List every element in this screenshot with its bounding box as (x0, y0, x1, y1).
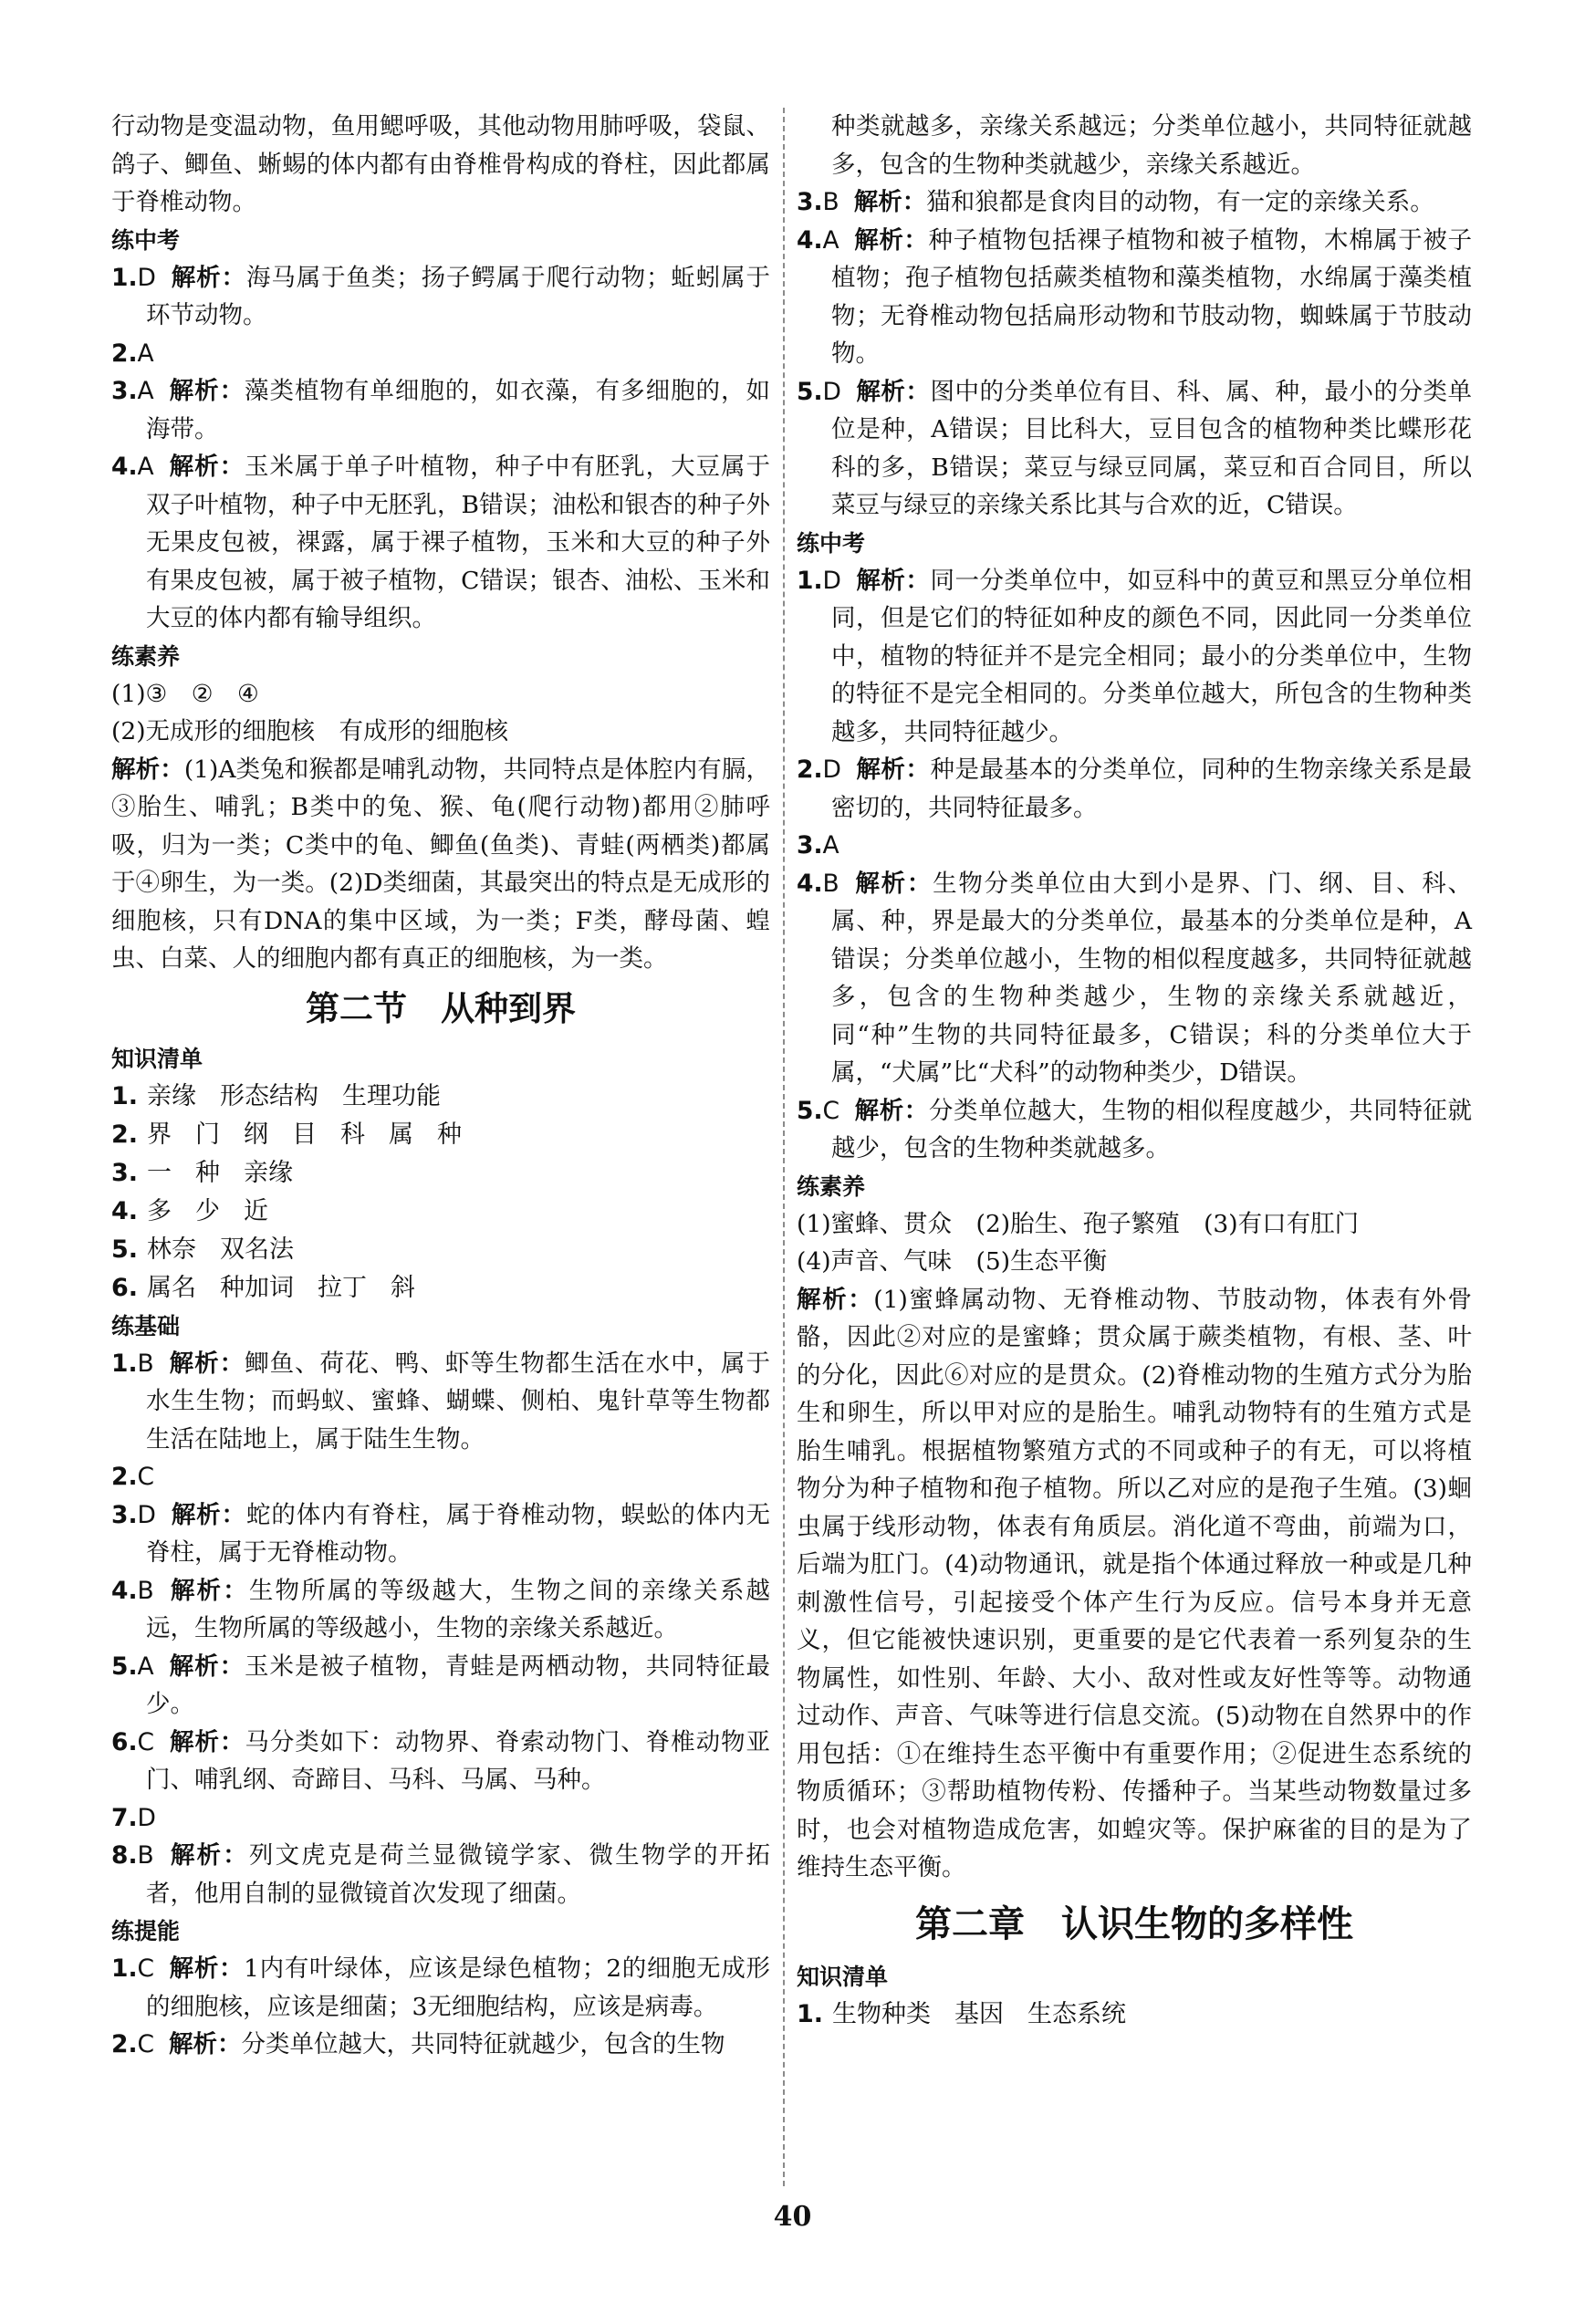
zhongkao-answers (111, 259, 770, 638)
answer-item: 2.D 解析：种是最基本的分类单位，同种的生物亲缘关系是最密切的，共同特征最多。 (797, 756, 1473, 822)
answer-item: 8.B 解析：列文虎克是荷兰显微镜学家、微生物学的开拓者，他用自制的显微镜首次发现了细菌。 (111, 1841, 771, 1908)
knowledge-item: 4. 多 少 近 (111, 1196, 269, 1225)
suyang-explanation: 解析：(1)A类兔和猴都是哺乳动物，共同特点是体腔内有膈，③胎生、哺乳；B类中的兔、猴、龟(爬行动物)都用②肺呼吸，归为一类；C类中的龟、鲫鱼(鱼类)、青蛙(两栖类)都属于④卵生，为一类。(2)D类细菌，其最突出的特点是无成形的细胞核，只有DNA的集中区域，为一类；F类，酵母菌、蝗虫、白菜、人的细胞内都有真正的细胞核，为一类。 (111, 755, 770, 973)
zhongkao-answers (797, 562, 1472, 1168)
answer-item: 6.C 解析：马分类如下：动物界、脊索动物门、脊椎动物亚门、哺乳纲、奇蹄目、马科、马属、马种。 (111, 1727, 770, 1794)
suyang-answer-1: (1)蜜蜂、贯众 (2)胎生、孢子繁殖 (3)有口有肛门 (797, 1209, 1360, 1238)
jichu-answers (111, 1345, 770, 1913)
answer-item: 3.A 解析：藻类植物有单细胞的，如衣藻，有多细胞的，如海带。 (111, 377, 770, 443)
knowledge-item: 1. 生物种类 基因 生态系统 (797, 1999, 1127, 2028)
knowledge-item: 2. 界 门 纲 目 科 属 种 (111, 1120, 463, 1149)
answer-item: 7.D (111, 1803, 156, 1832)
answer-item: 1.D 解析：海马属于鱼类；扬子鳄属于爬行动物；蚯蚓属于环节动物。 (111, 263, 771, 329)
tineng-answers-continued (797, 183, 1472, 525)
answer-item: 5.A 解析：玉米是被子植物，青蛙是两栖动物，共同特征最少。 (111, 1652, 770, 1718)
heading-zhishi: 知识清单 (111, 1045, 203, 1072)
knowledge-item: 1. 亲缘 形态结构 生理功能 (111, 1081, 442, 1110)
answer-item: 1.D 解析：同一分类单位中，如豆科中的黄豆和黑豆分单位相同，但是它们的特征如种皮的颜色不同，因此同一分类单位中，植物的特征并不是完全相同；最小的分类单位中，生物的特征不是完全相同的。分类单位越大，所包含的生物种类越多，共同特征越少。 (797, 566, 1473, 746)
suyang-answer-2: (2)无成形的细胞核 有成形的细胞核 (111, 717, 509, 745)
answer-item: 3.D 解析：蛇的体内有脊柱，属于脊椎动物，蜈蚣的体内无脊柱，属于无脊椎动物。 (111, 1500, 771, 1567)
chapter-title: 第二章 认识生物的多样性 (915, 1902, 1353, 1945)
answer-item: 1.C 解析：1内有叶绿体，应该是绿色植物；2的细胞无成形的细胞核，应该是细菌；3无细胞结构，应该是病毒。 (111, 1954, 770, 2021)
column-divider (783, 108, 785, 2186)
page-number: 40 (773, 2201, 812, 2233)
continued-paragraph: 行动物是变温动物，鱼用鳃呼吸，其他动物用肺呼吸，袋鼠、鸽子、鲫鱼、蜥蜴的体内都有由脊椎骨构成的脊柱，因此都属于脊椎动物。 (111, 112, 770, 216)
heading-suyang: 练素养 (111, 642, 181, 670)
answer-item: 5.C 解析：分类单位越大，生物的相似程度越少，共同特征就越少，包含的生物种类就越多。 (797, 1096, 1473, 1162)
answer-item: 4.A 解析：种子植物包括裸子植物和被子植物，木棉属于被子植物；孢子植物包括蕨类植物和藻类植物，水绵属于藻类植物；无脊椎动物包括扁形动物和节肢动物，蜘蛛属于节肢动物。 (797, 225, 1472, 368)
answer-item: 2.A (111, 339, 154, 368)
tineng-answers (111, 1950, 770, 2064)
answer-item: 4.B 解析：生物分类单位由大到小是界、门、纲、目、科、属、种，界是最大的分类单位，最基本的分类单位是种，A错误；分类单位越小，生物的相似程度越多，共同特征就越多，包含的生物种类越少，生物的亲缘关系就越近，同“种”生物的共同特征最多，C错误；科的分类单位大于属，“犬属”比“犬科”的动物种类少，D错误。 (797, 869, 1473, 1087)
answer-item: 2.C (111, 1463, 155, 1491)
right-column (797, 108, 1472, 2034)
answer-item: 4.A 解析：玉米属于单子叶植物，种子中有胚乳，大豆属于双子叶植物，种子中无胚乳，B错误；油松和银杏的种子外无果皮包被，裸露，属于裸子植物，玉米和大豆的种子外有果皮包被，属于被子植物，C错误；银杏、油松、玉米和大豆的体内都有输导组织。 (111, 453, 770, 632)
suyang-answer-2: (4)声音、气味 (5)生态平衡 (797, 1247, 1108, 1276)
heading-jichu: 练基础 (111, 1312, 181, 1339)
heading-tineng: 练提能 (111, 1918, 181, 1944)
knowledge-item: 5. 林奈 双名法 (111, 1235, 295, 1264)
heading-zhongkao: 练中考 (111, 226, 181, 254)
heading-suyang: 练素养 (797, 1172, 866, 1200)
answer-item: 2.C 解析：分类单位越大，共同特征就越少，包含的生物 (111, 2030, 725, 2058)
answer-item: 4.B 解析：生物所属的等级越大，生物之间的亲缘关系越远，生物所属的等级越小，生物的亲缘关系越近。 (111, 1576, 771, 1642)
knowledge-item: 3. 一 种 亲缘 (111, 1158, 294, 1187)
answer-item: 1.B 解析：鲫鱼、荷花、鸭、虾等生物都生活在水中，属于水生生物；而蚂蚁、蜜蜂、蝴蝶、侧柏、鬼针草等生物都生活在陆地上，属于陆生生物。 (111, 1349, 771, 1454)
answer-item: 3.A (797, 831, 839, 860)
suyang-explanation: 解析：(1)蜜蜂属动物、无脊椎动物、节肢动物，体表有外骨骼，因此②对应的是蜜蜂；贯众属于蕨类植物，有根、茎、叶的分化，因此⑥对应的是贯众。(2)脊椎动物的生殖方式分为胎生和卵生，所以甲对应的是胎生。哺乳动物特有的生殖方式是胎生哺乳。根据植物繁殖方式的不同或种子的有无，可以将植物分为种子植物和孢子植物。所以乙对应的是孢子生殖。(3)蛔虫属于线形动物，体表有角质层。消化道不弯曲，前端为口，后端为肛门。(4)动物通讯，就是指个体通过释放一种或是几种刺激性信号，引起接受个体产生行为反应。信号本身并无意义，但它能被快速识别，更重要的是它代表着一系列复杂的生物属性，如性别、年龄、大小、敌对性或友好性等等。动物通过动作、声音、气味等进行信息交流。(5)动物在自然界中的作用包括：①在维持生态平衡中有重要作用；②促进生态系统的物质循环；③帮助植物传粉、传播种子。当某些动物数量过多时，也会对植物造成危害，如蝗灾等。保护麻雀的目的是为了维持生态平衡。 (797, 1285, 1472, 1881)
continued-paragraph: 种类就越多，亲缘关系越远；分类单位越小，共同特征就越多，包含的生物种类就越少，亲缘关系越近。 (831, 112, 1472, 179)
heading-zhongkao: 练中考 (797, 529, 866, 557)
knowledge-list (111, 1078, 770, 1308)
answer-item: 3.B 解析：猫和狼都是食肉目的动物，有一定的亲缘关系。 (797, 188, 1434, 216)
left-column (111, 108, 770, 2064)
knowledge-item: 6. 属名 种加词 拉丁 斜 (111, 1273, 416, 1302)
section-title: 第二节 从种到界 (306, 988, 576, 1028)
heading-zhishi: 知识清单 (797, 1963, 889, 1990)
suyang-answer-1: (1)③ ② ④ (111, 679, 259, 708)
answer-item: 5.D 解析：图中的分类单位有目、科、属、种，最小的分类单位是种，A错误；目比科大，豆目包含的植物种类比蝶形花科的多，B错误；菜豆与绿豆同属，菜豆和百合同目，所以菜豆与绿豆的亲缘关系比其与合欢的近，C错误。 (797, 377, 1473, 519)
